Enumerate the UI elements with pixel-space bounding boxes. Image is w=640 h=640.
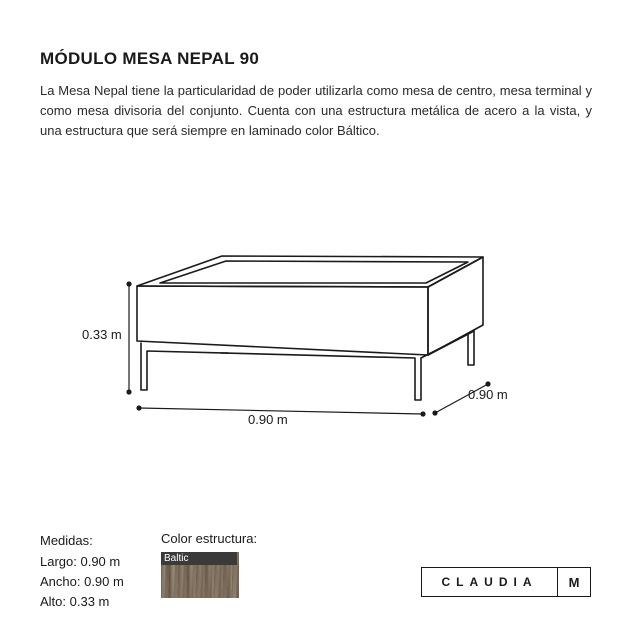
depth-dimension-label: 0.90 m [468,387,508,402]
product-description: La Mesa Nepal tiene la particularidad de poder utilizarla como mesa de centro, mesa terminal y como mesa divisoria del conjunto. Cuenta con una estructura metálica de acero a la vista, y una estructura que será siempre en laminado color Báltico. [40,83,592,138]
measurements-list [40,531,124,612]
brand-name: CLAUDIA [441,575,538,589]
brand-logo [421,567,591,597]
width-dimension-label: 0.90 m [248,412,288,427]
height-dimension-label: 0.33 m [82,327,122,342]
swatch-label: Baltic [161,552,237,565]
baltic-color-swatch [161,552,239,598]
color-section [161,531,258,564]
measurement-alto: Alto: 0.33 m [40,594,110,609]
brand-mark: M [568,574,580,590]
measurement-ancho: Ancho: 0.90 m [40,574,124,589]
page-title: MÓDULO MESA NEPAL 90 [40,49,260,68]
measurement-largo: Largo: 0.90 m [40,554,121,569]
measurements-heading: Medidas: [40,533,93,548]
color-heading: Color estructura: [161,531,258,546]
